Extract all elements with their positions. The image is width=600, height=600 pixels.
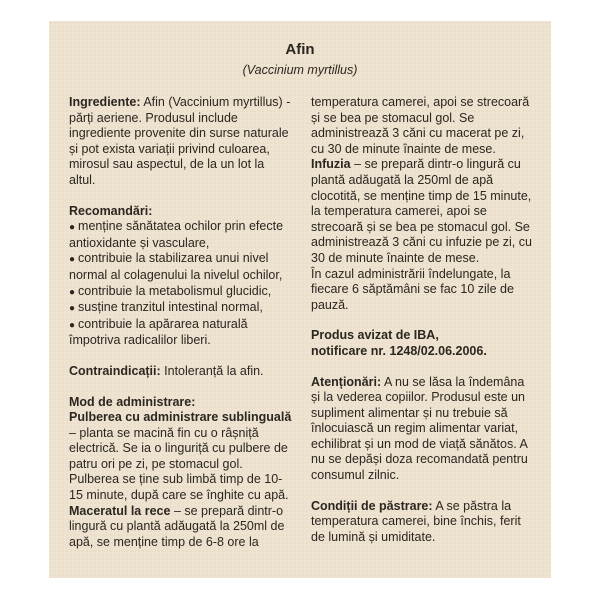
infuzia-section — [311, 157, 533, 266]
conditii-section — [311, 499, 533, 546]
ingrediente-section — [69, 95, 294, 189]
mod-administrare-label: Mod de administrare: — [69, 394, 196, 409]
contraindicatii-section — [69, 364, 294, 380]
pulberea-section — [69, 410, 294, 504]
latin-name: (Vaccinium myrtillus) — [242, 63, 358, 77]
recomandari-label: Recomandări: — [69, 203, 153, 218]
recomandare-item: ● contribuie la apărarea naturală împotriva radicalilor liberi. — [69, 317, 294, 349]
pulberea-label: Pulberea cu administrare sublinguală — [69, 410, 292, 425]
aviz-line-1: Produs avizat de IBA, — [311, 328, 439, 343]
page-title: Afin — [285, 41, 315, 58]
right-column — [311, 95, 533, 545]
atentionari-label: Atenționări: — [311, 374, 382, 389]
atentionari-section — [311, 375, 533, 484]
contraindicatii-label: Contraindicații: — [69, 363, 161, 378]
infuzia-label: Infuzia — [311, 157, 351, 172]
recomandare-item: ● contribuie la metabolismul glucidic, — [69, 284, 294, 301]
atentionari-text: A nu se lăsa la îndemâna și la vederea copiilor. Produsul este un supliment alimentar și nu trebuie să înlocuiască un regim alimentar variat, echilibrat și un mod de viață sănătos. A nu se depăși doza recomandată pentru consumul zilnic. — [311, 374, 528, 483]
product-label — [49, 21, 551, 578]
macerat-label: Maceratul la rece — [69, 503, 171, 518]
ingrediente-text: Afin (Vaccinium myrtillus) - părți aeriene. Produsul include ingrediente provenite din surse naturale și pot exista variații privind culoarea, mirosul sau aspectul, de la un lot la altul. — [69, 95, 291, 187]
aviz-line-2: notificare nr. 1248/02.06.2006. — [311, 343, 487, 358]
conditii-text: A se păstra la temperatura camerei, bine închis, ferit de lumină și umiditate. — [311, 498, 521, 544]
pulberea-text: – planta se macină fin cu o râșniță electrică. Se ia o linguriță cu pulbere de patru ori pe zi, pe stomacul gol. Pulberea se ține sub limbă timp de 10-15 minute, după care se înghite cu apă. — [69, 425, 289, 503]
infuzia-text: – se prepară dintr-o lingură cu plantă adăugată la 250ml de apă clocotită, se menține timp de 15 minute, la temperatura camerei, apoi se strecoară și se bea pe stomacul gol. Se administrează 3 căni cu infuzie pe zi, cu 30 de minute înainte de mese. — [311, 157, 532, 265]
recomandare-item: ● susține tranzitul intestinal normal, — [69, 300, 294, 317]
macerat-continued: temperatura camerei, apoi se strecoară și se bea pe stomacul gol. Se administrează 3 căni cu macerat pe zi, cu 30 de minute înainte de mese. — [311, 95, 530, 156]
conditii-label: Condiții de păstrare: — [311, 498, 433, 513]
recomandare-item: ● contribuie la stabilizarea unui nivel normal al colagenului la nivelul ochilor, — [69, 251, 294, 283]
contraindicatii-text: Intoleranță la afin. — [164, 363, 264, 378]
left-column — [69, 95, 294, 550]
administrare-indelungata: În cazul administrării îndelungate, la fiecare 6 săptămâni se fac 10 zile de pauză. — [311, 266, 514, 312]
macerat-section — [69, 504, 294, 551]
recomandare-item: ● menține sănătatea ochilor prin efecte antioxidante și vasculare, — [69, 219, 294, 251]
ingrediente-label: Ingrediente: — [69, 95, 141, 109]
macerat-text: – se prepară dintr-o lingură cu plantă adăugată la 250ml de apă, se menține timp de 6-8 ore la — [69, 503, 285, 549]
